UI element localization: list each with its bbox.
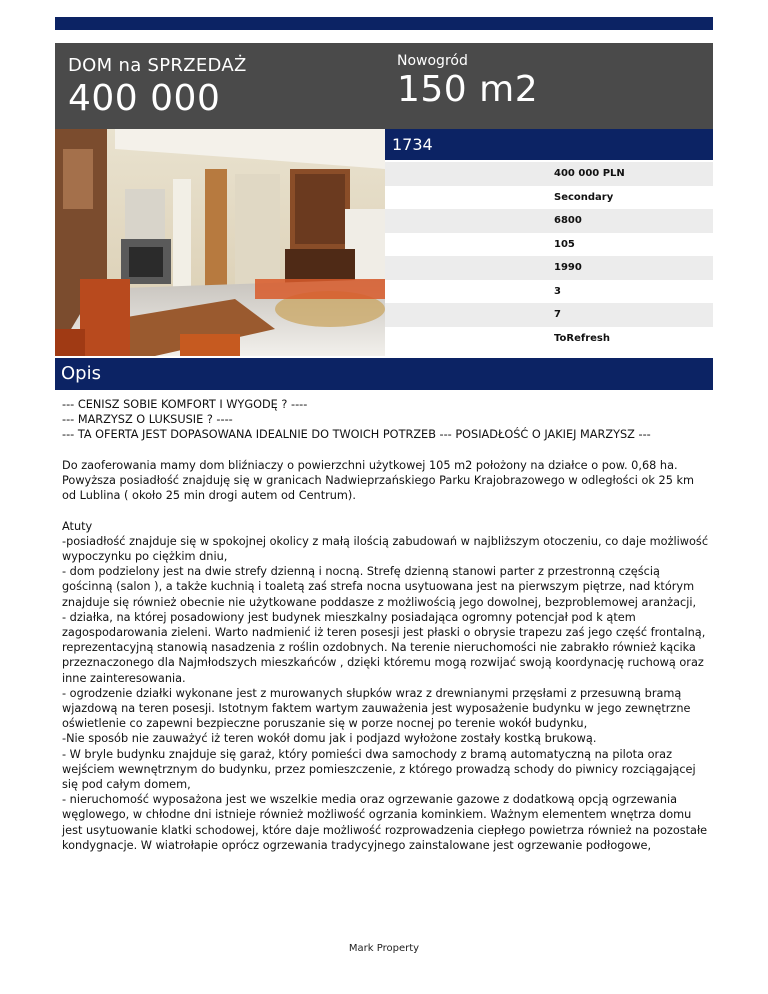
atuty-item: - W bryle budynku znajduje się garaż, który pomieści dwa samochody z bramą automatyczną na pilota oraz wejściem wewnętrznym do budynku, przez pomieszczenie, z którego prowadzą schody do piwnicy rozciągającej się pod całym domem, (62, 747, 696, 792)
param-market: Secondary (554, 191, 614, 203)
intro-line: --- CENISZ SOBIE KOMFORT I WYGODĘ ? ---- (62, 398, 308, 411)
param-year: 1990 (385, 256, 713, 280)
param-value-3: 6800 (385, 209, 713, 233)
property-type: DOM na SPRZEDAŻ (68, 55, 247, 76)
header-right (397, 53, 538, 110)
param-value-6: 3 (554, 285, 561, 297)
property-area: 150 m2 (397, 69, 539, 110)
atuty-block (62, 519, 710, 853)
description-body (62, 397, 710, 868)
description-paragraph: Do zaoferowania mamy dom bliźniaczy o powierzchni użytkowej 105 m2 położony na działce o pow. 0,68 ha. Powyższa posiadłość znajduję się w granicach Nadwieprzańskiego Parku Krajobrazowego w odległości ok 25 km od Lublina ( około 25 min drogi autem od Centrum). (62, 458, 695, 503)
atuty-item: -posiadłość znajduje się w spokojnej okolicy z małą ilością zabudowań w najbliższym otoczeniu, co daje możliwość wypoczynku po ciężkim dniu, (62, 534, 709, 563)
intro-line: --- TA OFERTA JEST DOPASOWANA IDEALNIE DO TWOICH POTRZEB --- POSIADŁOŚĆ O JAKIEJ MARZYSZ --- (62, 428, 651, 442)
atuty-item: -Nie sposób nie zauważyć iż teren wokół domu jak i podjazd wyłożone zostały kostką brukową. (62, 732, 597, 746)
atuty-item: - działka, na której posadowiony jest budynek mieszkalny posiadająca ogromny potencjał pod k ątem zagospodarowania zieleni. Warto nadmienić iż teren posesji jest płaski o obrysie trapezu zaś jego część frontalną, reprezentacyjną stanowią nasadzenia z roślin ozdobnych. Na terenie nieruchomości nie zabrakło również kącika przeznaczonego dla Najmłodszych mieszkańców , dzięki któremu mogą rozwijać swoją koordynację ruchową oraz inne zainteresowania. (62, 610, 706, 685)
top-accent-bar (55, 17, 713, 30)
param-price: 400 000 PLN (385, 162, 713, 186)
header-left (68, 55, 247, 119)
listing-header (55, 43, 713, 129)
intro-block (62, 397, 710, 443)
param-value-4: 105 (554, 238, 575, 250)
atuty-item: - dom podzielony jest na dwie strefy dzienną i nocną. Strefę dzienną stanowi parter z przestronną częścią gościnną (salon ), a także kuchnią i toaletą zaś strefa nocna usytuowana jest na pierwszym piętrze, nad którym znajduje się również obecnie nie użytkowane poddasze z możliwością jego dowolnej, bezproblemowej aranżacji, (62, 565, 697, 609)
property-city: Nowogród (397, 53, 468, 69)
param-value-7: 7 (385, 303, 713, 327)
living-room-photo-illustration (55, 129, 385, 356)
params-table (385, 162, 713, 350)
property-price: 400 000 (68, 78, 221, 119)
atuty-item: - ogrodzenie działki wykonane jest z murowanych słupków wraz z drewnianymi przęsłami z przesuwną bramą wjazdową na teren posesji. Istotnym faktem wartym zauważenia jest wyposażenie budynku w jego zewnętrzne oświetlenie co zapewni bezpieczne poruszanie się w porze nocnej po terenie wokół budynku, (62, 686, 691, 731)
listing-id: 1734 (392, 135, 433, 154)
description-title: Opis (61, 363, 101, 384)
atuty-item: - nieruchomość wyposażona jest we wszelkie media oraz ogrzewanie gazowe z dodatkową opcją ogrzewania węglowego, w chłodne dni istnieje również możliwość ogrzania kominkiem. Ważnym elementem wnętrza domu jest usytuowanie klatki schodowej, które daje możliwość rozprowadzenia ciepłego powietrza również na pozostałe kondygnacje. W wiatrołapie oprócz ogrzewania tradycyjnego zainstalowane jest ogrzewanie podłogowe, (62, 793, 708, 852)
footer-company: Mark Property (348, 943, 420, 954)
param-status: ToRefresh (554, 332, 610, 344)
living-room-photo (55, 129, 385, 356)
listing-id-bar (385, 129, 713, 160)
atuty-title: Atuty (62, 519, 93, 533)
intro-line: --- MARZYSZ O LUKSUSIE ? ---- (62, 413, 233, 427)
description-header (55, 358, 713, 390)
